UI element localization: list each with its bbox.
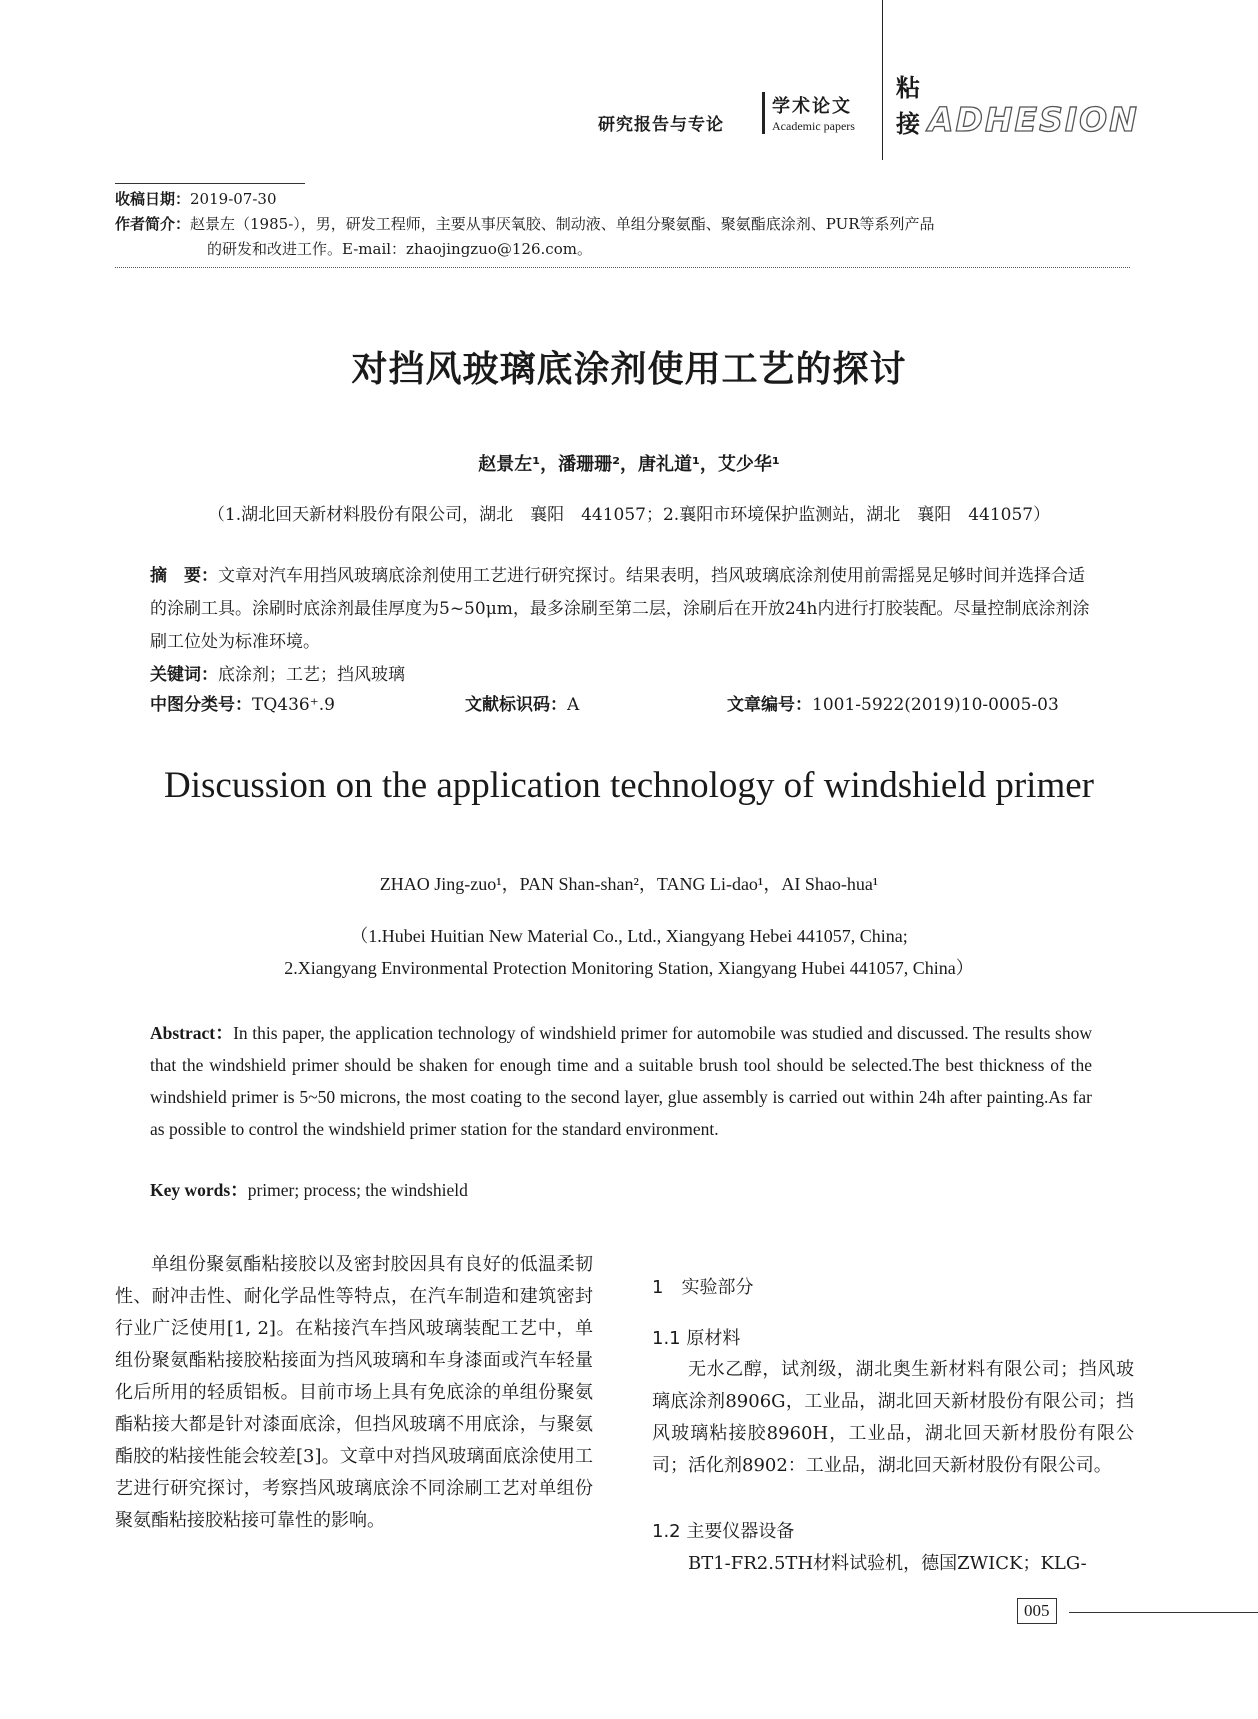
abstract-cn-text: 文章对汽车用挡风玻璃底涂剂使用工艺进行研究探讨。结果表明，挡风玻璃底涂剂使用前需摇晃足够时间并选择合适的涂刷工具。涂刷时底涂剂最佳厚度为5~50μm，最多涂刷至第二层，涂刷后在开放24h内进行打胶装配。尽量控制底涂剂涂刷工位处为标准环境。: [150, 566, 1090, 652]
article-number-value: 1001-5922(2019)10-0005-03: [812, 695, 1059, 715]
received-value: 2019-07-30: [190, 190, 277, 208]
author-bio-label-row: [115, 212, 935, 237]
author-bio-label: 作者简介：: [115, 215, 191, 233]
keywords-cn: [150, 659, 1090, 692]
header-category: 学术论文: [772, 96, 852, 117]
page-number-rule: [1069, 1612, 1258, 1613]
section-1-heading: 1 实验部分: [652, 1277, 754, 1298]
abstract-cn: [150, 560, 1090, 692]
title-en: Discussion on the application technology of windshield primer: [164, 765, 1094, 806]
magazine-logo-char-2: 接: [896, 109, 920, 138]
section-1-2-text: BT1-FR2.5TH材料试验机，德国ZWICK；KLG-: [688, 1553, 1087, 1574]
keywords-en-value: primer; process; the windshield: [247, 1180, 468, 1200]
author-bio-line-1: 赵景左（1985-），男，研发工程师，主要从事厌氧胶、制动液、单组分聚氨酯、聚氨酯底涂剂、PUR等系列产品: [190, 215, 935, 233]
affiliations-cn: （1.湖北回天新材料股份有限公司，湖北 襄阳 441057；2.襄阳市环境保护监测站，湖北 襄阳 441057）: [207, 505, 1051, 525]
header-divider: [762, 92, 765, 134]
header-vertical-rule: [882, 0, 883, 160]
section-1-2-heading: 1.2 主要仪器设备: [652, 1521, 795, 1542]
doc-code-value: A: [567, 695, 580, 715]
affiliation-en-1: （1.Hubei Huitian New Material Co., Ltd., Xiangyang Hebei 441057, China;: [350, 926, 908, 946]
header-section: 研究报告与专论: [598, 115, 724, 135]
document-code: [465, 690, 579, 715]
title-cn: 对挡风玻璃底涂剂使用工艺的探讨: [351, 349, 907, 390]
section-1-1-text: 无水乙醇，试剂级，湖北奥生新材料有限公司；挡风玻璃底涂剂8906G，工业品，湖北回天新材股份有限公司；挡风玻璃粘接胶8960H，工业品，湖北回天新材股份有限公司；活化剂8902：工业品，湖北回天新材股份有限公司。: [652, 1359, 1134, 1476]
abstract-en-text: In this paper, the application technology of windshield primer for automobile was studied and discussed. The results show that the windshield primer should be shaken for enough time and a suitable brush tool should be selected.The best thickness of the windshield primer is 5~50 microns, the most coating to the second layer, glue assembly is carried out within 24h after painting.As far as possible to control the windshield primer station for the standard environment.: [150, 1023, 1093, 1139]
authors-cn: 赵景左¹，潘珊珊²，唐礼道¹，艾少华¹: [478, 454, 780, 475]
abstract-en-label: Abstract：: [150, 1023, 234, 1043]
intro-paragraph: 单组份聚氨酯粘接胶以及密封胶因具有良好的低温柔韧性、耐冲击性、耐化学品性等特点，在汽车制造和建筑密封行业广泛使用[1, 2]。在粘接汽车挡风玻璃装配工艺中，单组份聚氨酯粘接胶粘接面为挡风玻璃和车身漆面或汽车轻量化后所用的轻质铝板。目前市场上具有免底涂的单组份聚氨酯粘接大都是针对漆面底涂，但挡风玻璃不用底涂，与聚氨酯胶的粘接性能会较差[3]。文章中对挡风玻璃面底涂使用工艺进行研究探讨，考察挡风玻璃底涂不同涂刷工艺对单组份聚氨酯粘接胶粘接可靠性的影响。: [115, 1254, 593, 1531]
clc-value: TQ436⁺.9: [252, 695, 335, 715]
keywords-cn-label: 关键词：: [150, 665, 218, 685]
abstract-en: [150, 1017, 1092, 1145]
received-label: 收稿日期：: [115, 190, 191, 208]
keywords-en: [150, 1177, 468, 1202]
abstract-cn-paragraph: [150, 560, 1090, 659]
article-number-label: 文章编号：: [727, 695, 812, 715]
magazine-logo-en: ADHESION: [928, 100, 1139, 139]
section-1-1-heading: 1.1 原材料: [652, 1328, 741, 1349]
doc-code-label: 文献标识码：: [465, 695, 567, 715]
article-number: [727, 690, 1059, 715]
abstract-cn-label: 摘 要：: [150, 566, 218, 586]
meta-rule: [115, 183, 305, 184]
keywords-en-label: Key words：: [150, 1180, 248, 1200]
author-bio-line-2: 的研发和改进工作。E-mail：zhaojingzuo@126.com。: [207, 240, 592, 258]
meta-dotted-rule: [115, 267, 1130, 268]
received-date: [115, 187, 277, 212]
authors-en: ZHAO Jing-zuo¹，PAN Shan-shan²，TANG Li-dao¹，AI Shao-hua¹: [379, 874, 879, 894]
clc-label: 中图分类号：: [150, 695, 252, 715]
page-number: 005: [1017, 1598, 1057, 1624]
clc-number: [150, 690, 335, 715]
header-category-en: Academic papers: [772, 119, 855, 133]
keywords-cn-value: 底涂剂；工艺；挡风玻璃: [218, 665, 405, 685]
magazine-logo-char-1: 粘: [896, 73, 920, 102]
affiliation-en-2: 2.Xiangyang Environmental Protection Monitoring Station, Xiangyang Hubei 441057, China）: [284, 958, 974, 978]
